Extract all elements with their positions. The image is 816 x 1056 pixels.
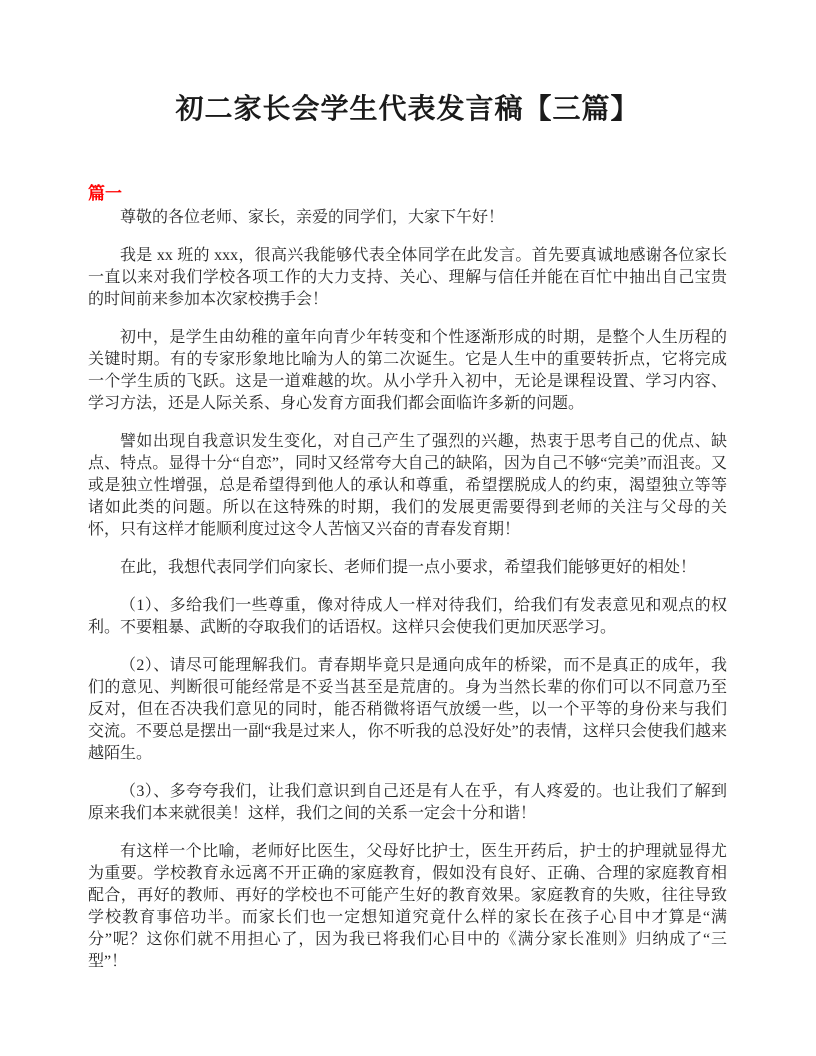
document-title: 初二家长会学生代表发言稿【三篇】 xyxy=(175,94,640,125)
paragraph: 初中，是学生由幼稚的童年向青少年转变和个性逐渐形成的时期，是整个人生历程的关键时期。有的专家形象地比喻为人的第二次诞生。它是人生中的重要转折点，它将完成一个学生质的飞跃。这是一道难越的坎。从小学升入初中，无论是课程设置、学习内容、学习方法，还是人际关系、身心发育方面我们都会面临许多新的问题。 xyxy=(88,329,727,412)
paragraph: （2）、请尽可能理解我们。青春期毕竟只是通向成年的桥梁，而不是真正的成年，我们的意见、判断很可能经常是不妥当甚至是荒唐的。身为当然长辈的你们可以不同意乃至反对，但在否决我们意见的同时，能否稍微将语气放缓一些，以一个平等的身份来与我们交流。不要总是摆出一副“我是过来人，你不听我的总没好处”的表情，这样只会使我们越来越陌生。 xyxy=(88,657,727,762)
paragraph: 我是 xx 班的 xxx，很高兴我能够代表全体同学在此发言。首先要真诚地感谢各位家长一直以来对我们学校各项工作的大力支持、关心、理解与信任并能在百忙中抽出自己宝贵的时间前来参加本次家校携手会！ xyxy=(88,247,727,308)
document-body xyxy=(88,207,727,973)
paragraph: 尊敬的各位老师、家长，亲爱的同学们，大家下午好！ xyxy=(120,209,505,226)
paragraph: 在此，我想代表同学们向家长、老师们提一点小要求，希望我们能够更好的相处！ xyxy=(120,559,697,576)
paragraph: （3）、多夸夸我们，让我们意识到自己还是有人在乎，有人疼爱的。也让我们了解到原来我们本来就很美！这样，我们之间的关系一定会十分和谐！ xyxy=(88,783,727,822)
paragraph: （1）、多给我们一些尊重，像对待成人一样对待我们，给我们有发表意见和观点的权利。不要粗暴、武断的夺取我们的话语权。这样只会使我们更加厌恶学习。 xyxy=(88,597,727,636)
paragraph: 譬如出现自我意识发生变化，对自己产生了强烈的兴趣，热衷于思考自己的优点、缺点、特点。显得十分“自恋”，同时又经常夸大自己的缺陷，因为自己不够“完美”而沮丧。又或是独立性增强，总是希望得到他人的承认和尊重，希望摆脱成人的约束，渴望独立等等诸如此类的问题。所以在这特殊的时期，我们的发展更需要得到老师的关注与父母的关怀，只有这样才能顺利度过这令人苦恼又兴奋的青春发育期！ xyxy=(88,433,727,538)
section-heading-part-one: 篇一 xyxy=(88,184,122,203)
paragraph: 有这样一个比喻，老师好比医生，父母好比护士，医生开药后，护士的护理就显得尤为重要。学校教育永远离不开正确的家庭教育，假如没有良好、正确、合理的家庭教育相配合，再好的教师、再好的学校也不可能产生好的教育效果。家庭教育的失败，往往导致学校教育事倍功半。而家长们也一定想知道究竟什么样的家长在孩子心目中才算是“满分”呢？这你们就不用担心了，因为我已将我们心目中的《满分家长准则》归纳成了“三型”！ xyxy=(88,843,727,970)
